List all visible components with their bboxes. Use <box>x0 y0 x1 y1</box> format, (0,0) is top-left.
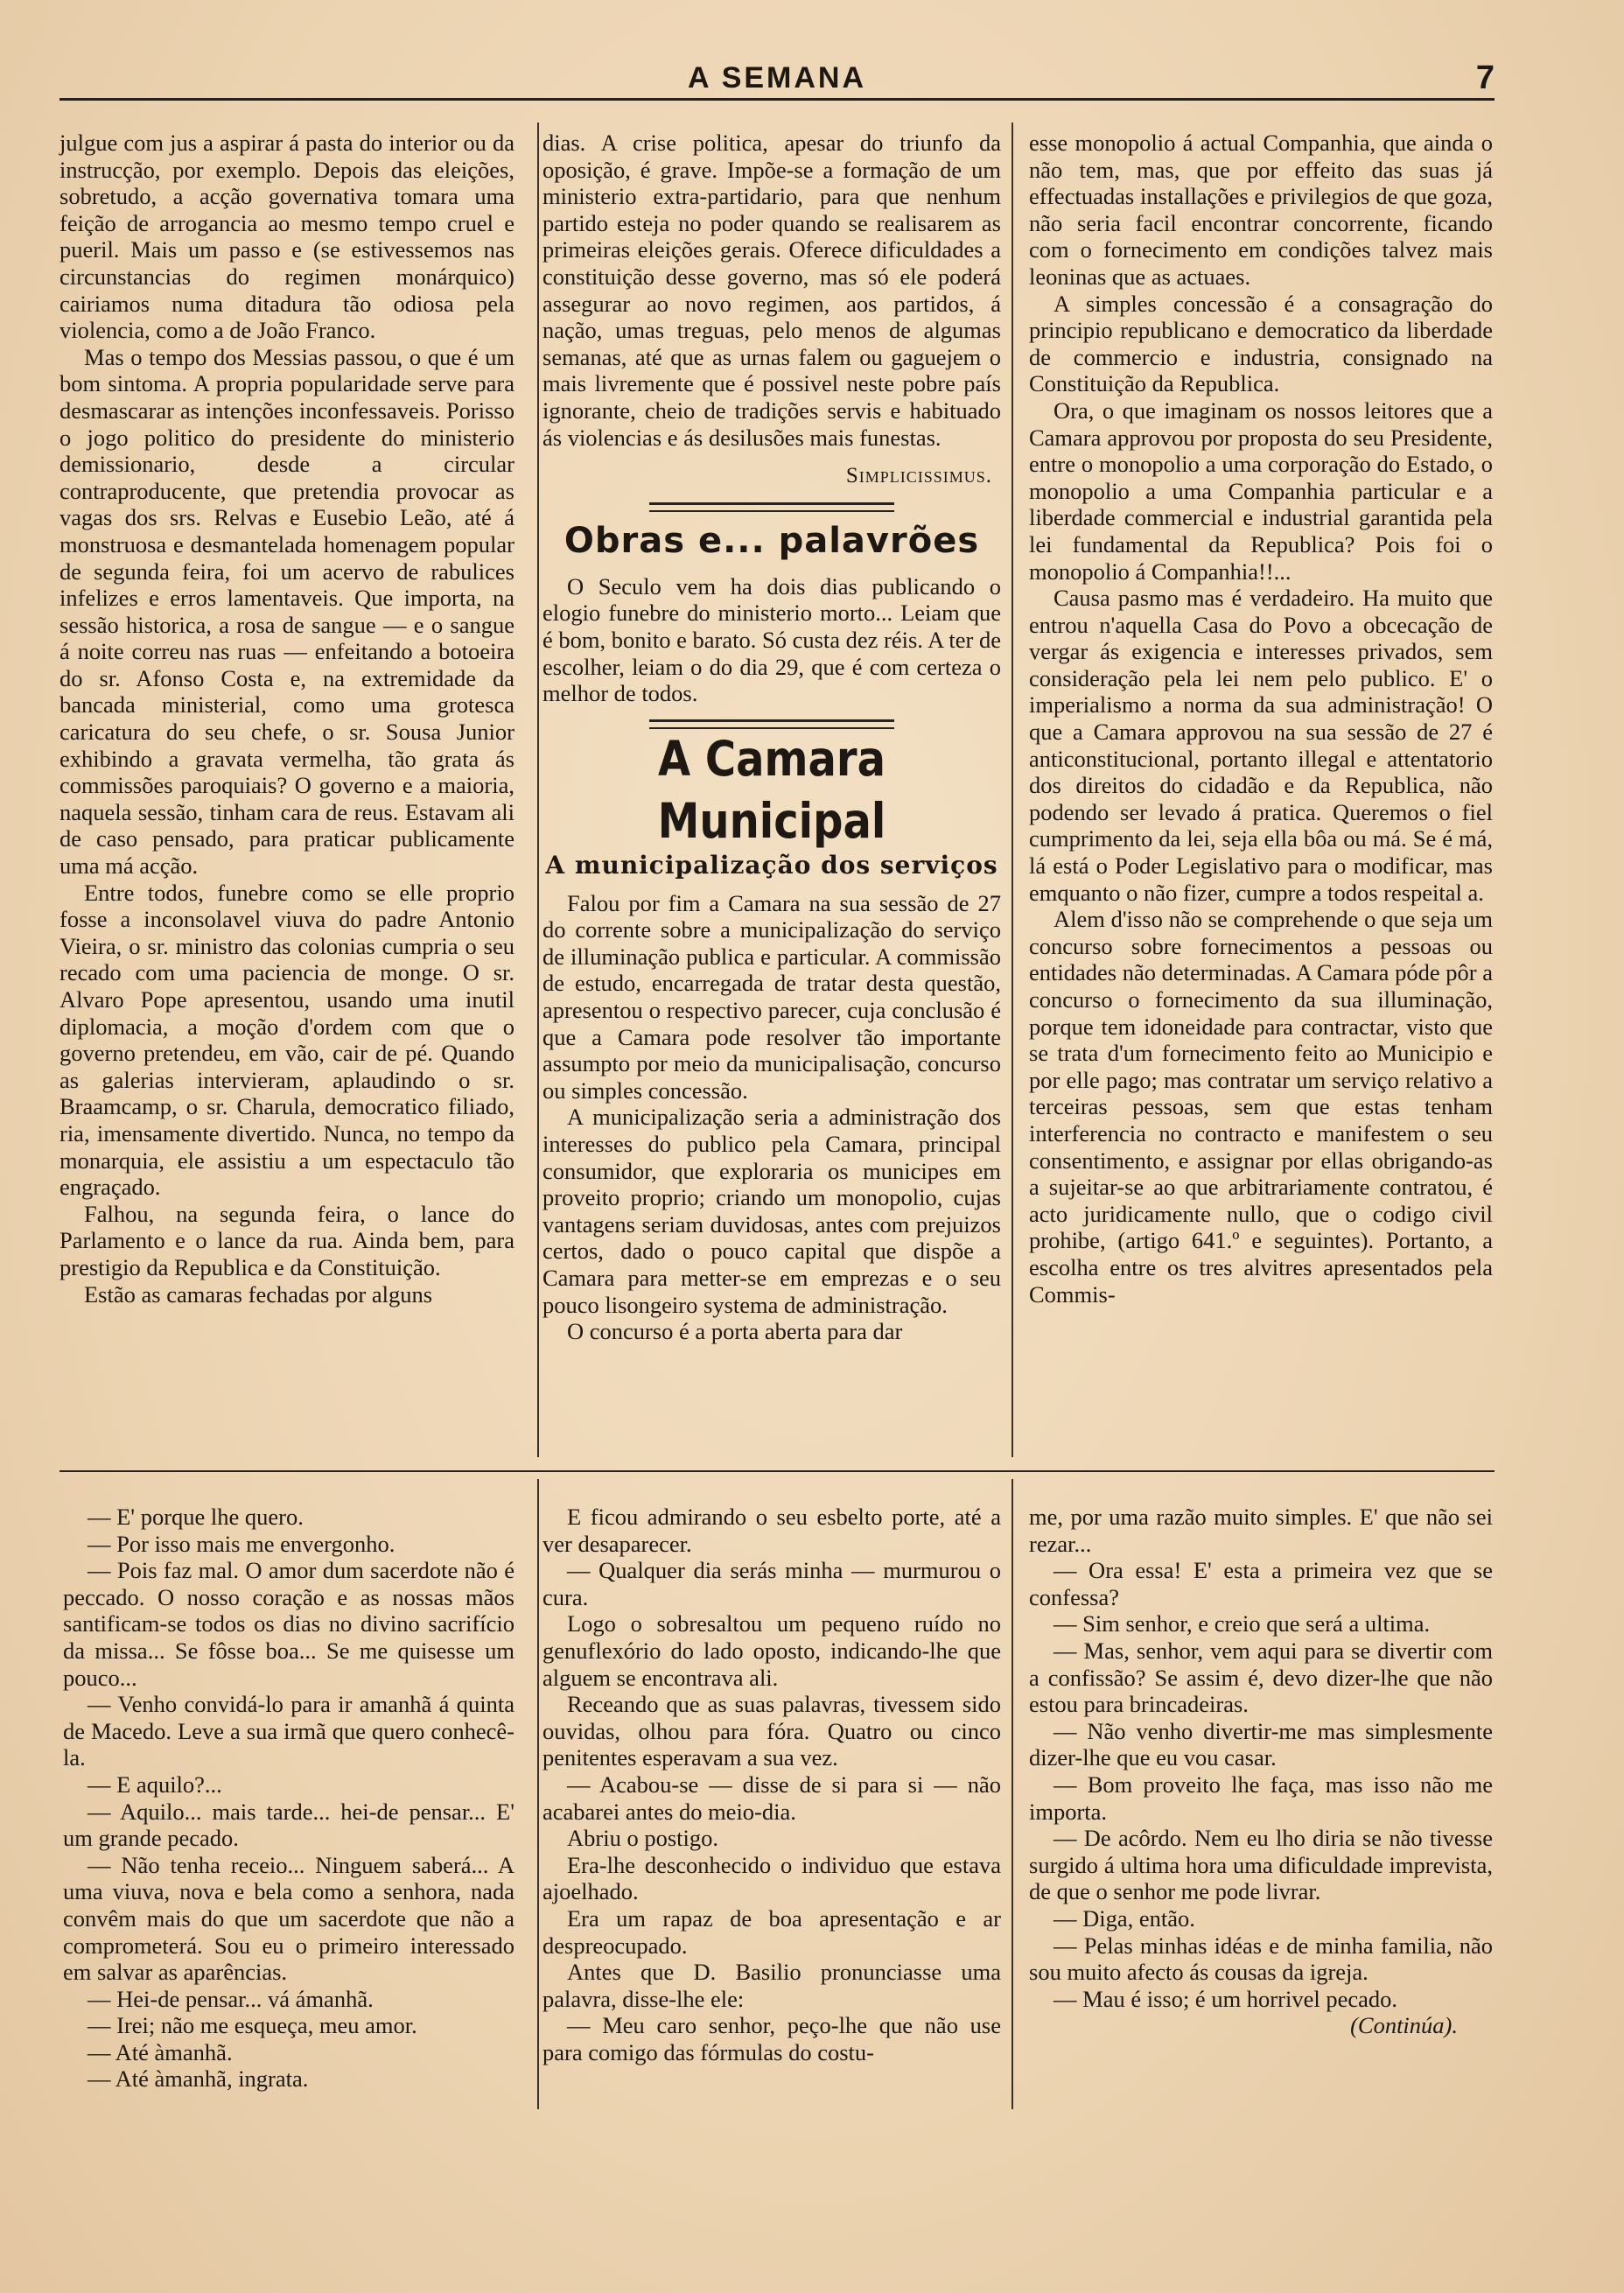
dialogue-line: — Até àmanhã. <box>88 2038 233 2065</box>
paragraph: Falhou, na segunda feira, o lance do Parlamento e o lance da rua. Ainda bem, para prestigio da Republica e da Constituição. <box>60 1200 514 1280</box>
page-number: 7 <box>1475 60 1494 96</box>
column-divider <box>1012 123 1013 1457</box>
column-1 <box>60 130 514 1308</box>
dialogue-line: Antes que D. Basilio pronunciasse uma palavra, disse-lhe ele: <box>542 1959 1001 2012</box>
dialogue-line: — E aquilo?... <box>88 1771 222 1798</box>
dialogue-line: — De acôrdo. Nem eu lho diria se não tivesse surgido á ultima hora uma dificuldade imprevista, de que o senhor me pode livrar. <box>1029 1825 1493 1905</box>
paragraph: A simples concessão é a consagração do principio republicano e democratico da liberdade de commercio e industria, consignado na Constituição da Republica. <box>1029 290 1493 397</box>
dialogue-line: — Bom proveito lhe faça, mas isso não me importa. <box>1029 1771 1493 1825</box>
paragraph: O Seculo vem ha dois dias publicando o elogio funebre do ministerio morto... Leiam que é bom, bonito e barato. Só custa dez réis. A ter de escolher, leiam o do dia 29, que é com certeza o melhor de todos. <box>542 572 1001 707</box>
dialogue-line: — Até àmanhã, ingrata. <box>88 2065 309 2093</box>
paragraph: O concurso é a porta aberta para dar <box>567 1318 903 1345</box>
dialogue-line: Era-lhe desconhecido o individuo que estava ajoelhado. <box>542 1851 1001 1905</box>
column-divider <box>1012 1479 1013 2109</box>
dialogue-line: Abriu o postigo. <box>567 1825 718 1852</box>
author-signature: Simplicissimus. <box>845 464 992 488</box>
paragraph: Causa pasmo mas é verdadeiro. Ha muito que entrou n'aquella Casa do Povo a obcecação de vergar ás exigencia e interesses privados, sem consideração pela lei nem pelo publico. E' o imperialismo a norma da sua administração! O que a Camara approvou na sua sessão de 27 é anticonstitucional, portanto illegal e attentatorio dos direitos do cidadão e da Republica, não podendo ser levado á pratica. Queremos o fiel cumprimento da lei, seja ella bôa ou má. Se é má, lá está o Poder Legislativo para o modificar, mas emquanto o não fizer, cumpre a todos respeital a. <box>1029 585 1493 906</box>
dialogue-line: Logo o sobresaltou um pequeno ruído no genuflexório do lado oposto, indicando-lhe que alguem se encontrava ali. <box>542 1610 1001 1691</box>
dialogue-line: — Qualquer dia serás minha — murmurou o cura. <box>542 1557 1001 1610</box>
dialogue-line: — Aquilo... mais tarde... hei-de pensar... E' um grande pecado. <box>63 1798 514 1852</box>
paragraph: esse monopolio á actual Companhia, que ainda o não tem, mas, que por effeito das suas já effectuadas installações e privilegios de que goza, não seria facil encontrar concorrente, ficando com o fornecimento em condições talvez mais leoninas que as actuaes. <box>1029 130 1493 290</box>
column-divider <box>537 123 539 1457</box>
page-header <box>60 61 1494 100</box>
section-title-camara: A Camara Municipal <box>657 730 886 850</box>
newspaper-title: A SEMANA <box>687 61 867 95</box>
section-subtitle: A municipalização dos serviços <box>545 850 998 880</box>
dialogue-line: — Acabou-se — disse de si para si — não acabarei antes do meio-dia. <box>542 1771 1001 1825</box>
paragraph: Mas o tempo dos Messias passou, o que é um bom sintoma. A propria popularidade serve para desmascarar as intenções inconfessaveis. Porisso o jogo politico do presidente do ministerio demissionario, desde a circular contraproducente, que pretendia provocar as vagas dos srs. Relvas e Eusebio Leão, até á monstruosa e desmantelada homenagem popular de segunda feira, foi um acervo de rabulices infelizes e erros lamentaveis. Que importa, na sessão historica, a rosa de sangue — e o sangue á noite correu nas ruas — enfeitando a botoeira do sr. Afonso Costa e, na extremidade da bancada ministerial, como uma grotesca caricatura do seu chefe, o sr. Sousa Junior exhibindo a gravata vermelha, tão grata ás commissões paroquiais? O governo e a maioria, naquela sessão, tinham cara de reus. Estavam ali de caso pensado, para praticar publicamente uma má acção. <box>60 343 514 880</box>
dialogue-line: Receando que as suas palavras, tivessem sido ouvidas, olhou para fóra. Quatro ou cinco penitentes esperavam a sua vez. <box>542 1691 1001 1771</box>
dialogue-line: — Ora essa! E' esta a primeira vez que se confessa? <box>1029 1557 1493 1610</box>
section-rule <box>649 502 894 512</box>
dialogue-line: — E' porque lhe quero. <box>88 1504 304 1530</box>
column-3 <box>1029 130 1493 1308</box>
feuilleton-column-1 <box>63 1504 514 2093</box>
dialogue-line: Era um rapaz de boa apresentação e ar despreocupado. <box>542 1904 1001 1959</box>
dialogue-line: — Não venho divertir-me mas simplesmente dizer-lhe que eu vou casar. <box>1029 1717 1493 1771</box>
paragraph: A municipalização seria a administração dos interesses do publico pela Camara, principal consumidor, que exploraria os municipes em proveito proprio; criando um monopolio, cujas vantagens seriam duvidosas, antes com prejuizos certos, dado o pouco capital que dispõe a Camara para metter-se em emprezas e o seu pouco lisongeiro systema de administração. <box>542 1104 1001 1318</box>
dialogue-line: — Mau é isso; é um horrivel pecado. <box>1054 1985 1397 2012</box>
paragraph: Alem d'isso não se comprehende o que seja um concurso sobre fornecimentos a pessoas ou entidades não determinadas. A Camara póde pôr a concurso o fornecimento da sua illuminação, porque tem idoneidade para contractar, visto que se trata d'um fornecimento feito ao Municipio e por elle pago; mas contratar um serviço relativo a terceiras pessoas, sem que estas tenham interferencia no contracto e manifestem o seu consentimento, e assignar por ellas obrigando-as a sujeitar-se ao que arbitrariamente contratou, é acto juridicamente nullo, que o codigo civil prohibe, (artigo 641.º e seguintes). Portanto, a escolha entre os tres alvitres apresentados pela Commis- <box>1029 906 1493 1308</box>
dialogue-line: — Por isso mais me envergonho. <box>88 1530 396 1557</box>
paragraph: Entre todos, funebre como se elle proprio fosse a inconsolavel viuva do padre Antonio Vieira, o sr. ministro das colonias cumpria o seu recado com uma paciencia de monge. O sr. Alvaro Pope apresentou, usando uma inutil diplomacia, a moção d'ordem com que o governo pretendeu, em vão, cair de pé. Quando as galerias intervieram, aplaudindo o sr. Braamcamp, o sr. Charula, democratico filiado, ria, imensamente divertido. Nunca, no tempo da monarquia, ele assistiu a um espectaculo tão engraçado. <box>60 879 514 1201</box>
dialogue-line: — Pelas minhas idéas e de minha familia, não sou muito afecto ás cousas da igreja. <box>1029 1932 1493 1986</box>
feuilleton-column-3 <box>1029 1504 1493 2039</box>
paragraph: julgue com jus a aspirar á pasta do interior ou da instrucção, por exemplo. Depois das eleições, sobretudo, a acção governativa tomara uma feição de arrogancia ao mesmo tempo cruel e pueril. Mais um passo e (se estivessemos nas circunstancias do regimen monárquico) cairiamos numa ditadura tão odiosa pela violencia, como a de João Franco. <box>60 130 514 344</box>
paragraph: dias. A crise politica, apesar do triunfo da oposição, é grave. Impõe-se a formação de um ministerio extra-partidario, para que nenhum partido esteja no poder quando se realisarem as primeiras eleições gerais. Oferece dificuldades a constituição desse governo, mas só ele poderá assegurar ao novo regimen, aos partidos, á nação, umas treguas, pelo menos de algumas semanas, até que as urnas falem ou gaguejem o mais livremente que é possivel neste pobre país ignorante, cheio de tradições servis e habituado ás violencias e ás desilusões mais funestas. <box>542 130 1001 451</box>
dialogue-line: — Venho convidá-lo para ir amanhã á quinta de Macedo. Leve a sua irmã que quero conhecê-la. <box>63 1691 514 1771</box>
paragraph: Falou por fim a Camara na sua sessão de 27 do corrente sobre a municipalização do serviço de illuminação publica e particular. A commissão de estudo, encarregada de tratar desta questão, apresentou o respectivo parecer, cuja conclusão é que a Camara pode resolver tão importante assumpto por meio da municipalisação, concurso ou simples concessão. <box>542 889 1001 1104</box>
dialogue-line: E ficou admirando o seu esbelto porte, até a ver desaparecer. <box>542 1504 1001 1557</box>
header-rule <box>60 98 1494 101</box>
dialogue-line: me, por uma razão muito simples. E' que não sei rezar... <box>1029 1504 1493 1557</box>
dialogue-line: — Sim senhor, e creio que será a ultima. <box>1054 1610 1431 1637</box>
column-divider <box>537 1479 539 2109</box>
dialogue-line: — Mas, senhor, vem aqui para se divertir com a confissão? Se assim é, devo dizer-lhe que não estou para brincadeiras. <box>1029 1637 1493 1718</box>
dialogue-line: — Hei-de pensar... vá ámanhã. <box>88 1985 374 2012</box>
dialogue-line: — Meu caro senhor, peço-lhe que não use para comigo das fórmulas do costu- <box>542 2012 1001 2065</box>
feuilleton-rule <box>60 1470 1494 1472</box>
feuilleton-column-2 <box>542 1504 1001 2065</box>
column-2 <box>542 130 1001 1345</box>
continued-note: (Continúa). <box>1350 2012 1458 2039</box>
dialogue-line: — Não tenha receio... Ninguem saberá... A uma viuva, nova e bela como a senhora, nada convêm mais do que um sacerdote que não a comprometerá. Sou eu o primeiro interessado em salvar as aparências. <box>63 1851 514 1986</box>
paragraph: Estão as camaras fechadas por alguns <box>84 1280 433 1308</box>
dialogue-line: — Irei; não me esqueça, meu amor. <box>88 2012 417 2039</box>
section-title-obras: Obras e... palavrões <box>564 520 980 561</box>
paragraph: Ora, o que imaginam os nossos leitores que a Camara approvou por proposta do seu Presidente, entre o monopolio a uma corporação do Estado, o monopolio a uma Companhia particular e a liberdade commercial e industrial garantida pela lei fundamental da Republica? Pois foi o monopolio á Companhia!!... <box>1029 396 1493 585</box>
dialogue-line: — Pois faz mal. O amor dum sacerdote não é peccado. O nosso coração e as nossas mãos santificam-se todos os dias no divino sacrifício da missa... Se fôsse boa... Se me quisesse um pouco... <box>63 1557 514 1691</box>
dialogue-line: — Diga, então. <box>1054 1904 1195 1932</box>
